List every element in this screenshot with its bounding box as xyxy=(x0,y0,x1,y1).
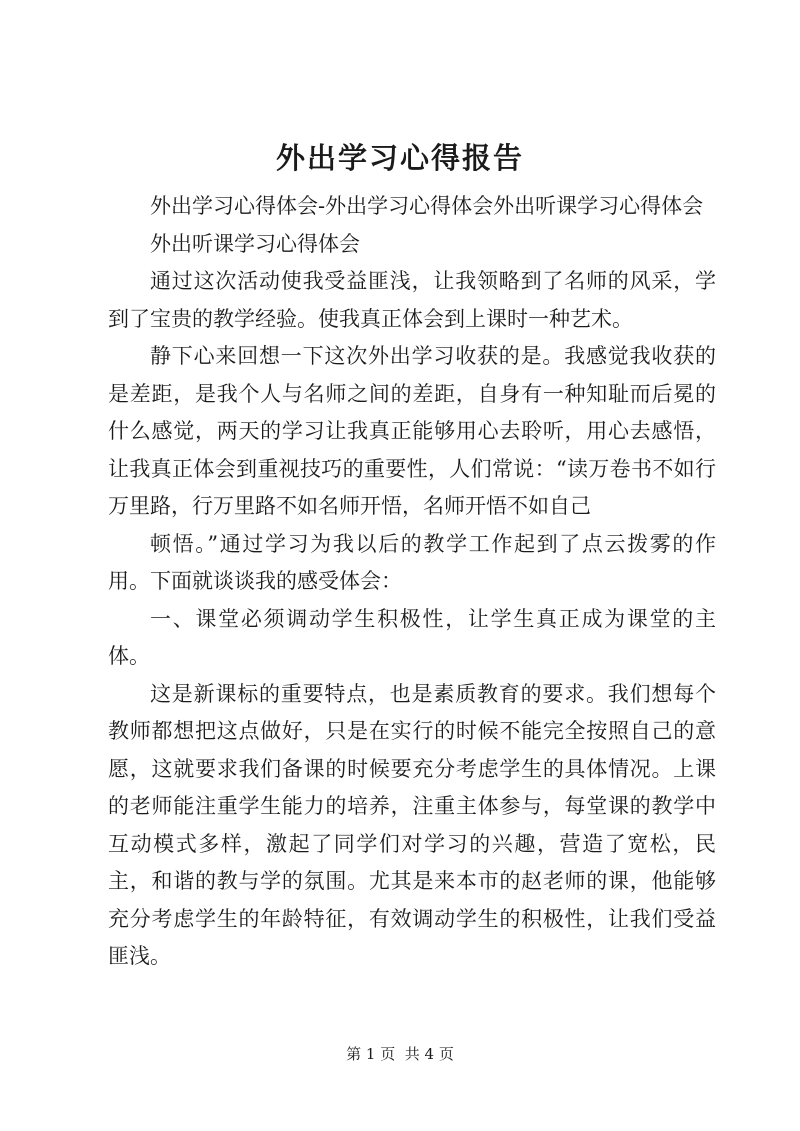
paragraph-continuation: 顿悟。”通过学习为我以后的教学工作起到了点云拨雾的作用。下面就谈谈我的感受体会： xyxy=(108,531,716,593)
page-number-label: 第 1 页 共 4 页 xyxy=(346,1045,454,1063)
paragraph-reflection: 静下心来回想一下这次外出学习收获的是。我感觉我收获的是差距，是我个人与名师之间的差距，自身有一种知耻而后冕的什么感觉，两天的学习让我真正能够用心去聆听，用心去感悟，让我真正体会到重视技巧的重要性，人们常说：“读万卷书不如行万里路，行万里路不如名师开悟，名师开悟不如自己 xyxy=(108,344,716,518)
paragraph-heading: 外出听课学习心得体会 xyxy=(150,231,360,256)
page-title: 外出学习心得报告 xyxy=(275,141,524,175)
paragraph-subtitle: 外出学习心得体会-外出学习心得体会外出听课学习心得体会 xyxy=(150,194,704,218)
paragraph-intro: 通过这次活动使我受益匪浅，让我领略到了名师的风采，学到了宝贵的教学经验。使我真正体会到上课时一种艺术。 xyxy=(108,269,716,331)
paragraph-point-one-detail: 这是新课标的重要特点，也是素质教育的要求。我们想每个教师都想把这点做好，只是在实行的时候不能完全按照自己的意愿，这就要求我们备课的时候要充分考虑学生的具体情况。上课的老师能注重学生能力的培养，注重主体参与，每堂课的教学中互动模式多样，激起了同学们对学习的兴趣，营造了宽松，民主，和谐的教与学的氛围。尤其是来本市的赵老师的课，他能够充分考虑学生的年龄特征，有效调动学生的积极性，让我们受益匪浅。 xyxy=(108,681,716,968)
paragraph-point-one: 一、课堂必须调动学生积极性，让学生真正成为课堂的主体。 xyxy=(108,606,716,668)
page-footer xyxy=(0,1044,800,1064)
document-body xyxy=(108,188,716,976)
